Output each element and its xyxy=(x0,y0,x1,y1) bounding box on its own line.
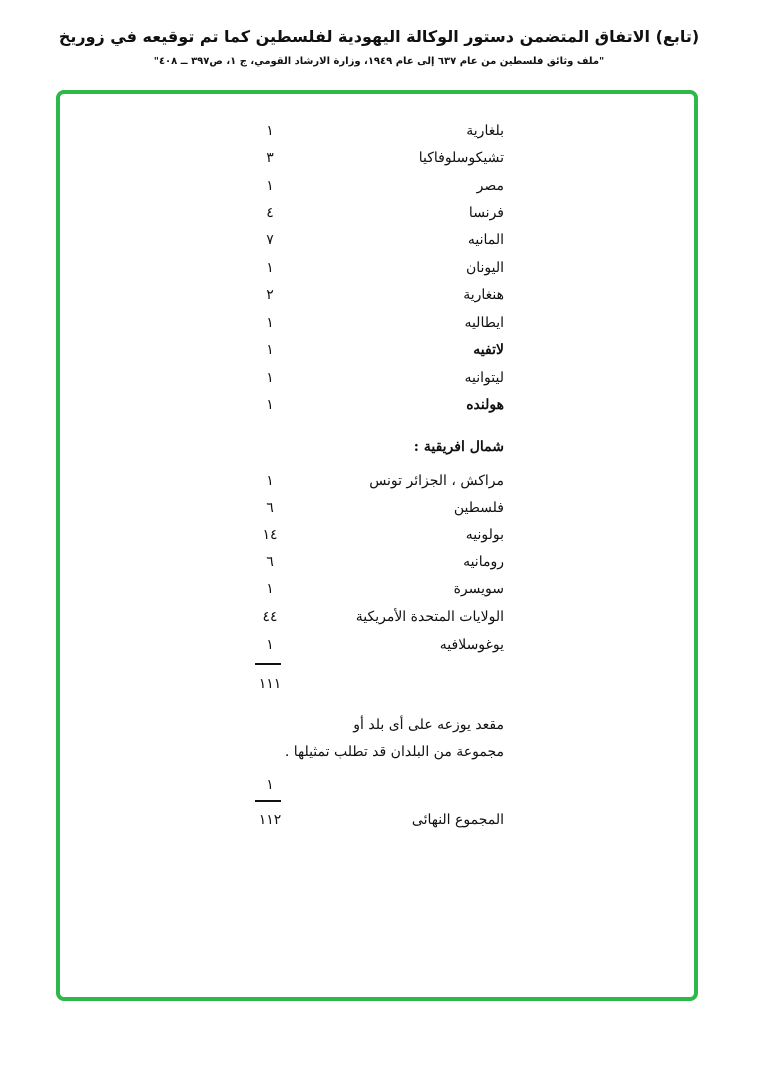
seat-count: ٦ xyxy=(266,554,274,570)
subtotal-rule xyxy=(255,663,281,665)
country-name: اليونان xyxy=(465,260,504,276)
table-row xyxy=(240,367,504,389)
table-row xyxy=(240,524,504,546)
total-label: المجموع النهائى xyxy=(411,812,504,828)
table-row xyxy=(240,497,504,519)
extra-seat-text-line-2: مجموعة من البلدان قد تطلب تمثيلها . xyxy=(284,744,504,760)
section-heading-north-africa: شمال افريقية : xyxy=(413,439,504,455)
seat-count: ١ xyxy=(266,397,274,413)
country-name: بلغارية xyxy=(466,123,504,139)
table-row xyxy=(240,470,504,492)
subtotal-row xyxy=(240,673,504,695)
seat-count: ١ xyxy=(266,342,274,358)
seat-count: ٧ xyxy=(266,232,274,248)
country-name: مراكش ، الجزائر تونس xyxy=(369,473,504,489)
extra-seat-value: ١ xyxy=(266,777,274,793)
extra-seat-row xyxy=(240,774,504,796)
seat-count: ١ xyxy=(266,370,274,386)
country-name: فرنسا xyxy=(468,205,504,221)
subtotal-value: ١١١ xyxy=(258,676,282,692)
table-row xyxy=(240,634,504,656)
seat-count: ١٤ xyxy=(262,527,278,543)
seat-count: ١ xyxy=(266,260,274,276)
country-name: هنغارية xyxy=(463,287,504,303)
country-name: هولنده xyxy=(466,397,504,413)
table-row xyxy=(240,147,504,169)
table-row xyxy=(240,394,504,416)
source-citation: "ملف وثائق فلسطين من عام ٦٣٧ إلى عام ١٩٤٩، وزارة الارشاد القومي، ج ١، ص٣٩٧ ــ ٤٠٨" xyxy=(153,56,605,67)
country-name: مصر xyxy=(476,178,504,194)
table-row xyxy=(240,606,504,628)
table-row xyxy=(240,578,504,600)
seat-count: ١ xyxy=(266,315,274,331)
table-row xyxy=(240,551,504,573)
country-name: المانيه xyxy=(467,232,504,248)
country-name: يوغوسلافيه xyxy=(439,637,504,653)
seat-count: ٦ xyxy=(266,500,274,516)
country-name: بولونيه xyxy=(465,527,504,543)
country-name: فلسطين xyxy=(453,500,504,516)
table-row xyxy=(240,312,504,334)
table-row xyxy=(240,120,504,142)
page-title: (تابع) الاتفاق المتضمن دستور الوكالة اليهودية لفلسطين كما تم توقيعه في زوريخ xyxy=(58,27,700,46)
seat-count: ٤ xyxy=(266,205,274,221)
table-row xyxy=(240,339,504,361)
seat-count: ١ xyxy=(266,637,274,653)
country-name: لاتفيه xyxy=(473,342,504,358)
country-name: ليتوانيه xyxy=(464,370,504,386)
seat-count: ١ xyxy=(266,581,274,597)
total-value: ١١٢ xyxy=(258,812,282,828)
country-name: تشيكوسلوفاكيا xyxy=(418,150,504,166)
country-name: سويسرة xyxy=(453,581,504,597)
table-row xyxy=(240,229,504,251)
seat-count: ٢ xyxy=(266,287,274,303)
country-name: الولايات المتحدة الأمريكية xyxy=(355,609,504,625)
table-row xyxy=(240,284,504,306)
country-name: ايطاليه xyxy=(464,315,504,331)
seat-count: ٤٤ xyxy=(262,609,278,625)
seat-count: ١ xyxy=(266,473,274,489)
seat-count: ١ xyxy=(266,123,274,139)
seat-count: ١ xyxy=(266,178,274,194)
table-row xyxy=(240,202,504,224)
total-row xyxy=(240,809,504,831)
table-row xyxy=(240,175,504,197)
country-name: رومانيه xyxy=(463,554,504,570)
table-row xyxy=(240,257,504,279)
extra-seat-text-line-1: مقعد يوزعه على أى بلد أو xyxy=(353,717,504,733)
total-rule xyxy=(255,800,281,802)
seat-count: ٣ xyxy=(266,150,274,166)
